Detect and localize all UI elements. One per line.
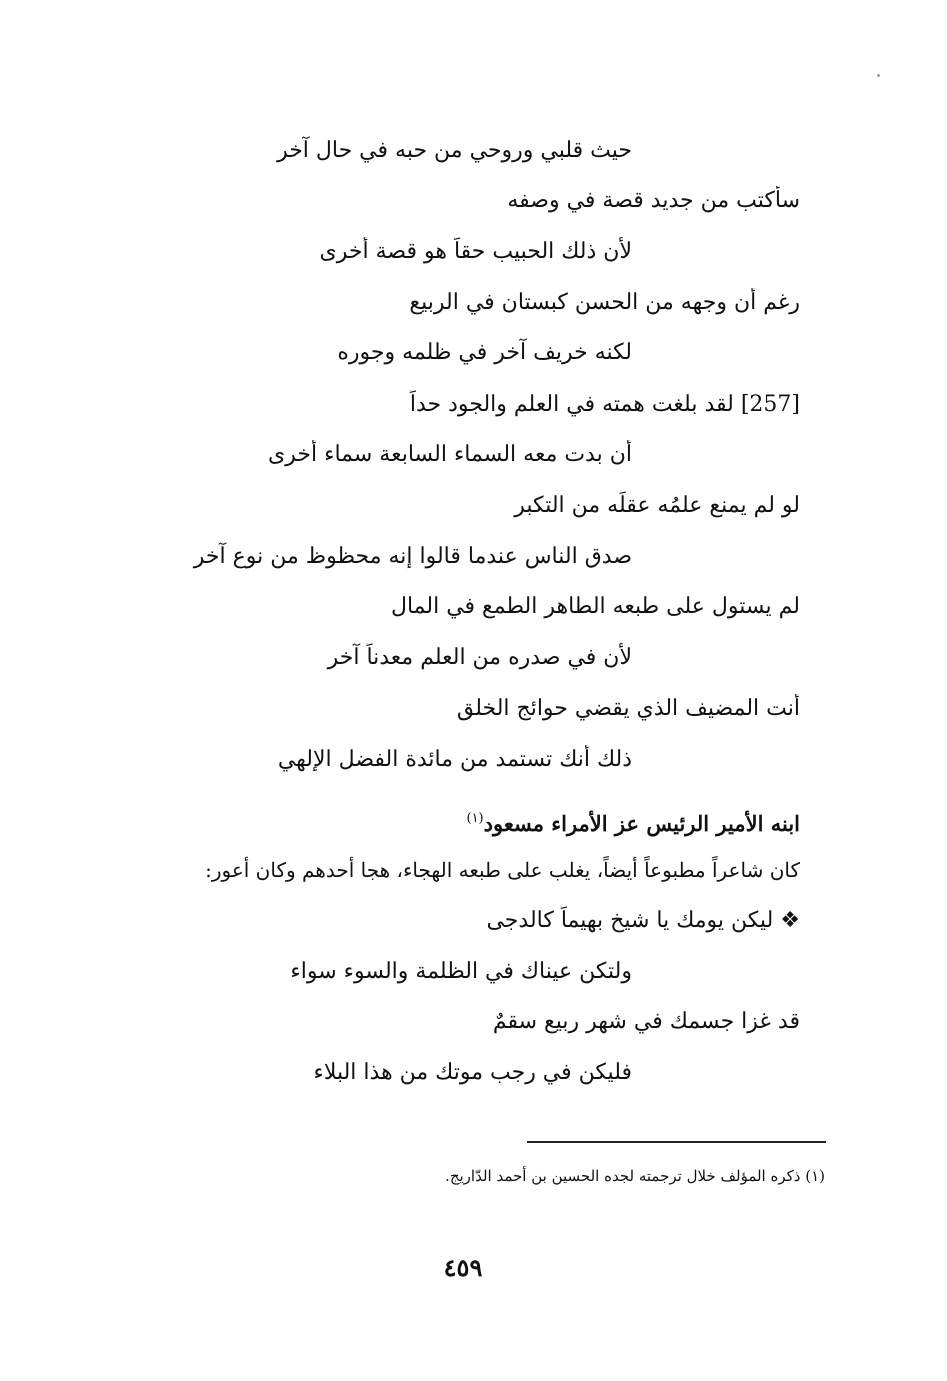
verse-line-7: أن بدت معه السماء السابعة سماء أخرى: [268, 442, 632, 467]
footnote-marker: (١): [466, 811, 484, 826]
verse-line-6: [257] لقد بلغت همته في العلم والجود حداً: [409, 392, 800, 417]
verse-line-12: أنت المضيف الذي يقضي حوائج الخلق: [456, 696, 800, 721]
verse-line-1: حيث قلبي وروحي من حبه في حال آخر: [277, 138, 632, 163]
verse-line-9: صدق الناس عندما قالوا إنه محظوظ من نوع آخر: [193, 544, 632, 569]
verse-line-13: ذلك أنك تستمد من مائدة الفضل الإلهي: [277, 747, 632, 772]
verse-line-11: لأن في صدره من العلم معدناً آخر: [327, 645, 632, 670]
intro-paragraph: كان شاعراً مطبوعاً أيضاً، يغلب على طبعه الهجاء، هجا أحدهم وكان أعور:: [205, 858, 800, 882]
verse-line-8: لو لم يمنع علمُه عقلَه من التكبر: [514, 493, 800, 518]
verse-line-3: لأن ذلك الحبيب حقاً هو قصة أخرى: [319, 239, 632, 264]
section-heading-text: ابنه الأمير الرئيس عز الأمراء مسعود: [483, 811, 800, 836]
page-number: ٤٥٩: [443, 1253, 483, 1282]
scan-speck: [877, 74, 880, 77]
footnote-separator: [527, 1141, 826, 1143]
verse-line-4: رغم أن وجهه من الحسن كبستان في الربيع: [409, 290, 800, 315]
poem-line-3: قد غزا جسمك في شهر ربيع سقمٌ: [492, 1009, 800, 1034]
section-heading: [140, 804, 800, 839]
footnote: (١) ذكره المؤلف خلال ترجمته لجده الحسين بن أحمد الدّاريج.: [445, 1167, 825, 1185]
poem-line-2: ولتكن عيناك في الظلمة والسوء سواء: [290, 959, 632, 984]
verse-line-5: لكنه خريف آخر في ظلمه وجوره: [337, 340, 632, 365]
poem-line-1: ❖ ليكن يومك يا شيخ بهيماً كالدجى: [486, 908, 800, 933]
poem-line-4: فليكن في رجب موتك من هذا البلاء: [313, 1060, 632, 1085]
verse-line-2: سأكتب من جديد قصة في وصفه: [507, 188, 800, 213]
verse-line-10: لم يستول على طبعه الطاهر الطمع في المال: [390, 594, 800, 619]
